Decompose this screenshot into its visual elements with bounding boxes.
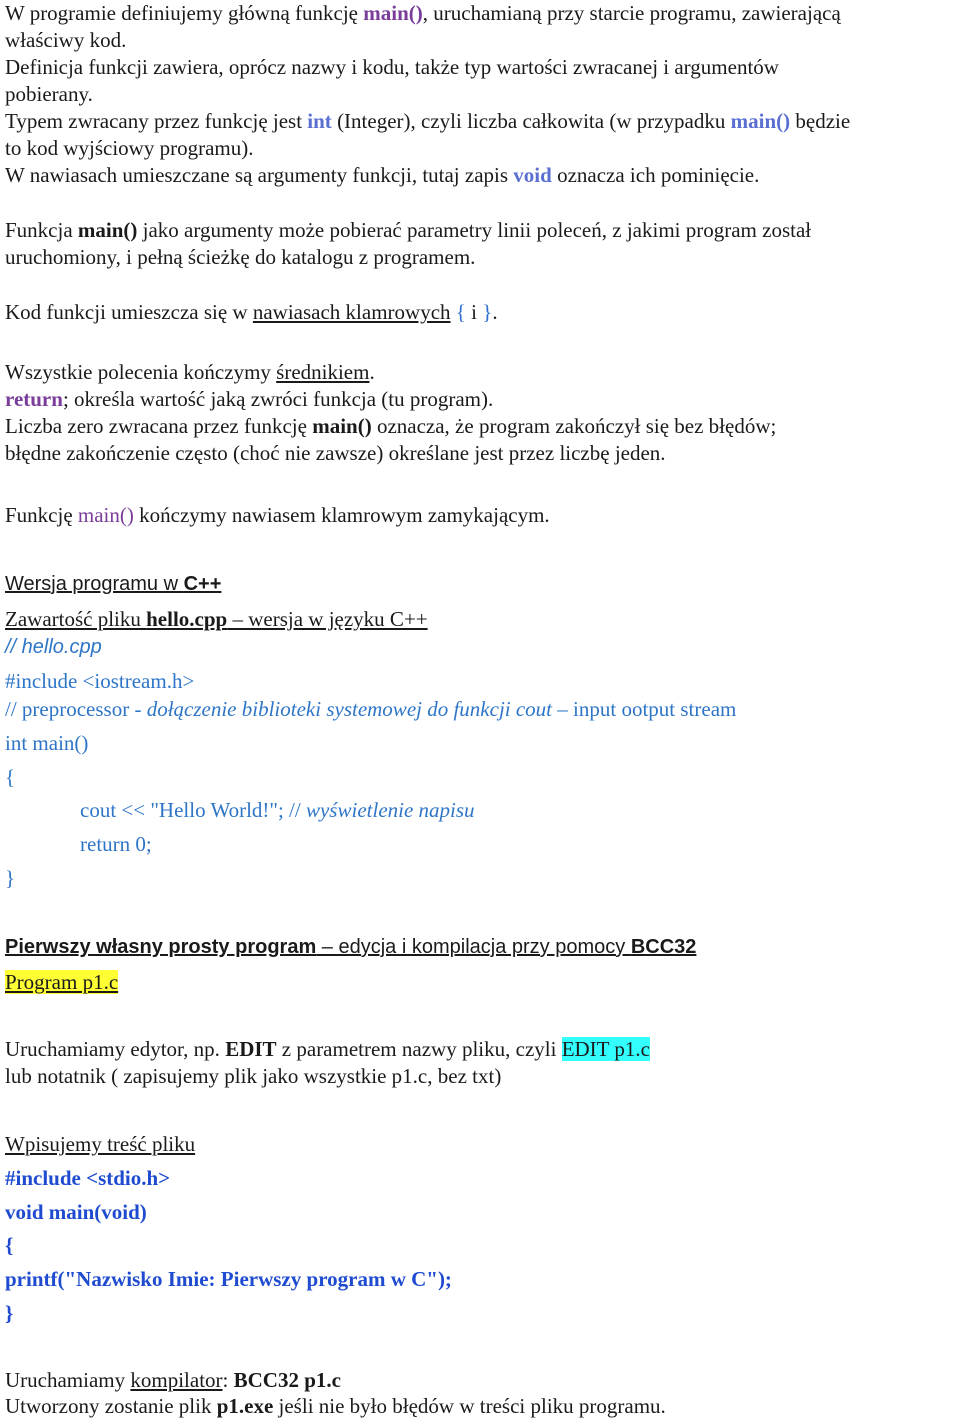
c-close-brace: } — [5, 1301, 14, 1325]
para2-line-2: uruchomiony, i pełną ścieżkę do katalogu z programem. — [5, 245, 476, 269]
para4-line-1: Wszystkie polecenia kończymy średnikiem. — [5, 360, 375, 384]
cpp-close-brace: } — [5, 866, 16, 890]
cpp-return: return 0; — [80, 832, 152, 856]
cpp-cout: cout << "Hello World!"; // wyświetlenie napisu — [80, 798, 475, 822]
edit-line: Uruchamiamy edytor, np. EDIT z parametrem nazwy pliku, czyli EDIT p1.c — [5, 1037, 650, 1061]
cpp-heading: Wersja programu w C++ — [5, 573, 222, 595]
para4-line-2: return; określa wartość jaką zwróci funkcja (tu program). — [5, 387, 494, 411]
cpp-main: int main() — [5, 731, 89, 755]
write-contents-heading: Wpisujemy treść pliku — [5, 1132, 196, 1156]
intro-line-7: W nawiasach umieszczane są argumenty funkcji, tutaj zapis void oznacza ich pominięcie. — [5, 163, 760, 187]
intro-line-3: Definicja funkcji zawiera, oprócz nazwy i kodu, także typ wartości zwracanej i argumentów — [5, 55, 779, 79]
int-keyword: int — [307, 109, 332, 133]
program-filename: Program p1.c — [5, 970, 119, 994]
intro-line-1: W programie definiujemy główną funkcję main(), uruchamianą przy starcie programu, zawierającą — [5, 1, 841, 25]
c-main: void main(void) — [5, 1200, 147, 1224]
intro-line-2: właściwy kod. — [5, 28, 127, 52]
cpp-include: #include <iostream.h> — [5, 669, 195, 693]
cpp-file-line: Zawartość pliku hello.cpp – wersja w języku C++ — [5, 607, 428, 631]
cpp-comment: // hello.cpp — [5, 636, 102, 658]
void-keyword: void — [513, 163, 552, 187]
para4-line-3: Liczba zero zwracana przez funkcję main() oznacza, że program zakończył się bez błędów; — [5, 414, 777, 438]
para4-line-4: błędne zakończenie często (choć nie zawsze) określane jest przez liczbę jeden. — [5, 441, 666, 465]
intro-line-6: to kod wyjściowy programu). — [5, 136, 254, 160]
c-open-brace: { — [5, 1233, 14, 1257]
para2-line-1: Funkcja main() jako argumenty może pobierać parametry linii poleceń, z jakimi program został — [5, 218, 812, 242]
intro-line-5: Typem zwracany przez funkcję jest int (Integer), czyli liczba całkowita (w przypadku main() będzie — [5, 109, 851, 133]
para5: Funkcję main() kończymy nawiasem klamrowym zamykającym. — [5, 503, 550, 527]
notepad-line: lub notatnik ( zapisujemy plik jako wszystkie p1.c, bez txt) — [5, 1064, 502, 1088]
bcc-heading: Pierwszy własny prosty program – edycja i kompilacja przy pomocy BCC32 — [5, 936, 697, 958]
cpp-open-brace: { — [5, 765, 16, 789]
main-keyword: main() — [730, 109, 791, 133]
intro-line-4: pobierany. — [5, 82, 93, 106]
result-line: Utworzony zostanie plik p1.exe jeśli nie było błędów w treści pliku programu. — [5, 1394, 666, 1418]
braces-paragraph: Kod funkcji umieszcza się w nawiasach klamrowych { i }. — [5, 300, 498, 324]
c-printf: printf("Nazwisko Imie: Pierwszy program w C"); — [5, 1267, 452, 1291]
c-include: #include <stdio.h> — [5, 1166, 171, 1190]
cpp-preprocessor-comment: // preprocessor - dołączenie biblioteki systemowej do funkcji cout – input ootput stream — [5, 697, 737, 721]
compile-line: Uruchamiamy kompilator: BCC32 p1.c — [5, 1368, 341, 1392]
main-keyword: main() — [363, 1, 423, 25]
